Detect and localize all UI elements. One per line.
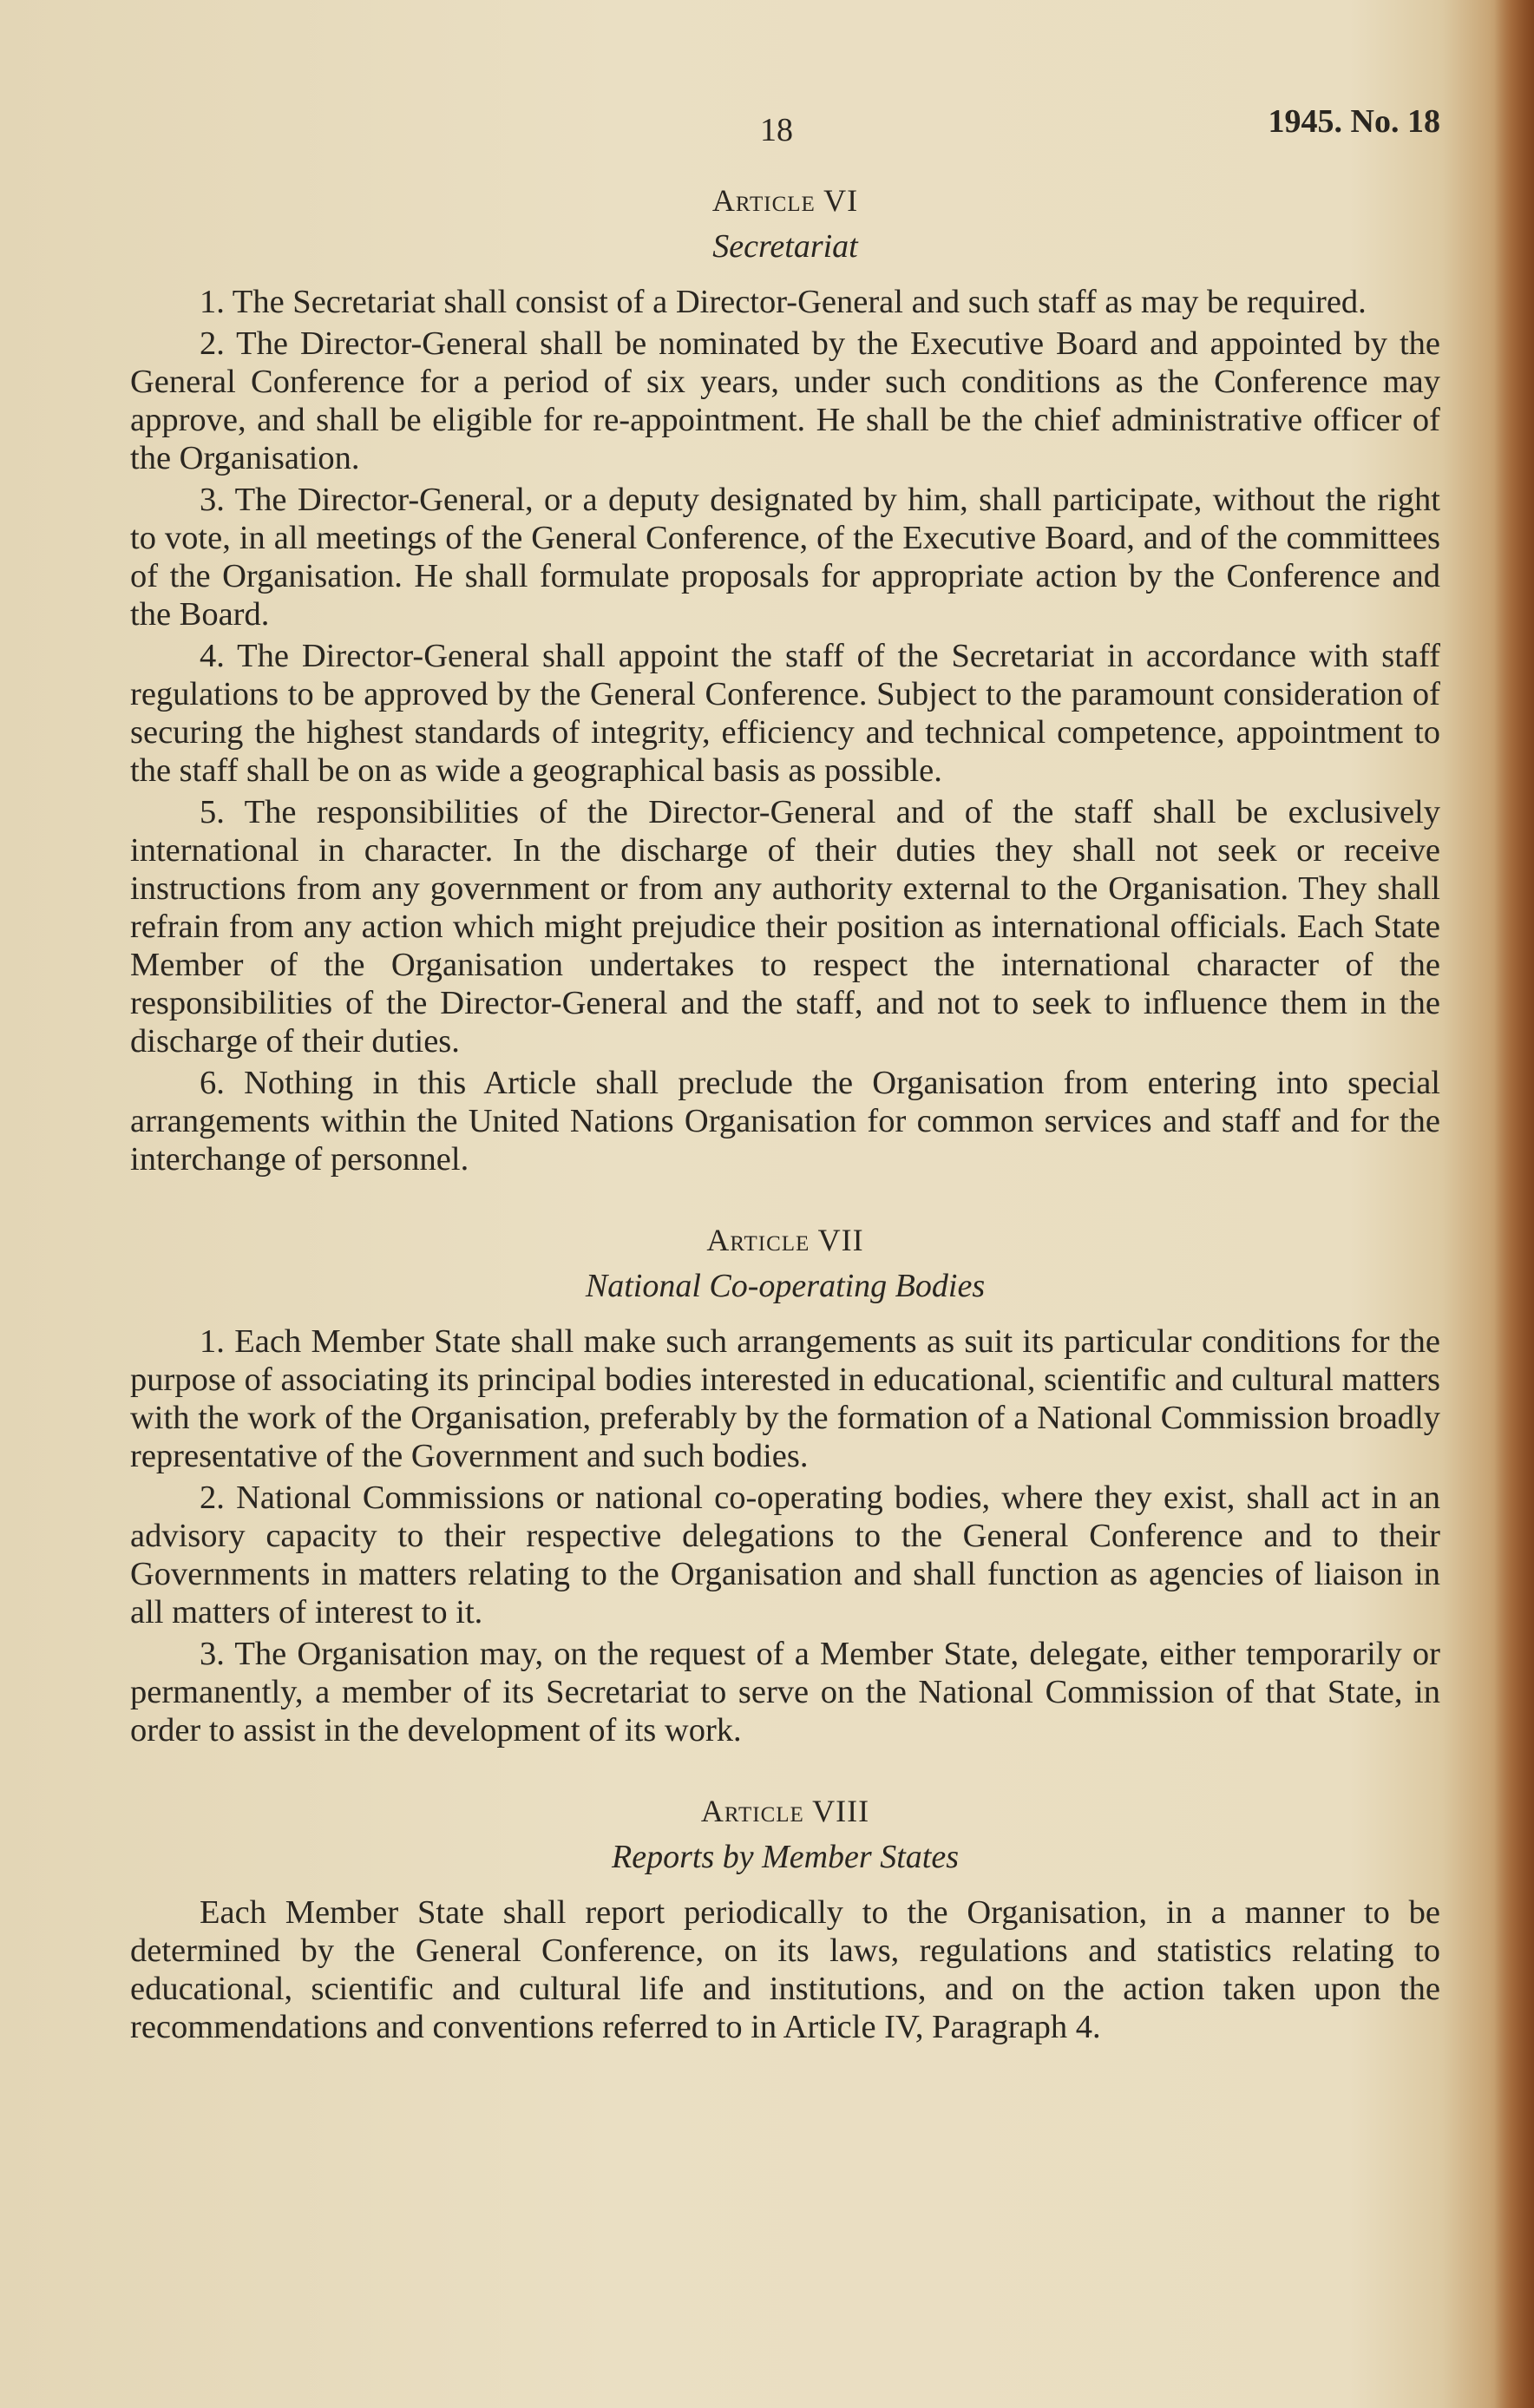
page-edge-shadow (1494, 0, 1534, 2408)
article-heading: Article VII (706, 1223, 864, 1257)
page-header (130, 102, 1440, 172)
paragraph: 2. The Director-General shall be nominated by the Executive Board and appointed by the General Conference for a period of six years, under such conditions as the Conference may approve, and shall be eligible for re-appointment. He shall be the chief administrative officer of the Organisation. (130, 325, 1440, 476)
paragraph: 1. The Secretariat shall consist of a Director-General and such staff as may be required. (200, 284, 1367, 320)
article-6 (130, 182, 1440, 1178)
running-head: 1945. No. 18 (1268, 103, 1440, 140)
text-column (130, 102, 1440, 2050)
paragraph: 5. The responsibilities of the Director-General and of the staff shall be exclusively international in character. In the discharge of their duties they shall not seek or receive instructions from any government or from any authority external to the Organisation. They shall refrain from any action which might prejudice their position as international officials. Each State Member of the Organisation undertakes to respect the international character of the responsibilities of the Director-General and the staff, and not to seek to influence them in the discharge of their duties. (130, 794, 1440, 1060)
paragraph: Each Member State shall report periodically to the Organisation, in a manner to be determined by the General Conference, on its laws, regulations and statistics relating to educational, scientific and cultural life and institutions, and on the action taken upon the recommendations and conventions referred to in Article IV, Paragraph 4. (130, 1894, 1440, 2045)
article-subheading: National Co-operating Bodies (585, 1268, 986, 1304)
article-7 (130, 1222, 1440, 1749)
paragraph: 3. The Director-General, or a deputy designated by him, shall participate, without the right to vote, in all meetings of the General Conference, of the Executive Board, and of the committees of the Organisation. He shall formulate proposals for appropriate action by the Conference and the Board. (130, 482, 1440, 633)
paragraph: 4. The Director-General shall appoint the staff of the Secretariat in accordance with staff regulations to be approved by the General Conference. Subject to the paramount consideration of securing the highest standards of integrity, efficiency and technical competence, appointment to the staff shall be on as wide a geographical basis as possible. (130, 638, 1440, 789)
article-8 (130, 1793, 1440, 2046)
article-heading: Article VIII (700, 1794, 870, 1828)
paragraph: 6. Nothing in this Article shall preclude the Organisation from entering into special arrangements within the United Nations Organisation for common services and staff and for the interchange of personnel. (130, 1065, 1440, 1178)
article-heading: Article VI (711, 183, 859, 218)
article-subheading: Secretariat (712, 228, 858, 265)
page-number: 18 (760, 112, 793, 148)
article-subheading: Reports by Member States (612, 1839, 959, 1875)
paragraph: 1. Each Member State shall make such arrangements as suit its particular conditions for the purpose of associating its principal bodies interested in educational, scientific and cultural matters with the work of the Organisation, preferably by the formation of a National Commission broadly representative of the Government and such bodies. (130, 1323, 1440, 1474)
paragraph: 2. National Commissions or national co-operating bodies, where they exist, shall act in an advisory capacity to their respective delegations to the General Conference and to their Governments in matters relating to the Organisation and shall function as agencies of liaison in all matters of interest to it. (130, 1480, 1440, 1630)
paragraph: 3. The Organisation may, on the request of a Member State, delegate, either temporarily or permanently, a member of its Secretariat to serve on the National Commission of that State, in order to assist in the development of its work. (130, 1636, 1440, 1749)
